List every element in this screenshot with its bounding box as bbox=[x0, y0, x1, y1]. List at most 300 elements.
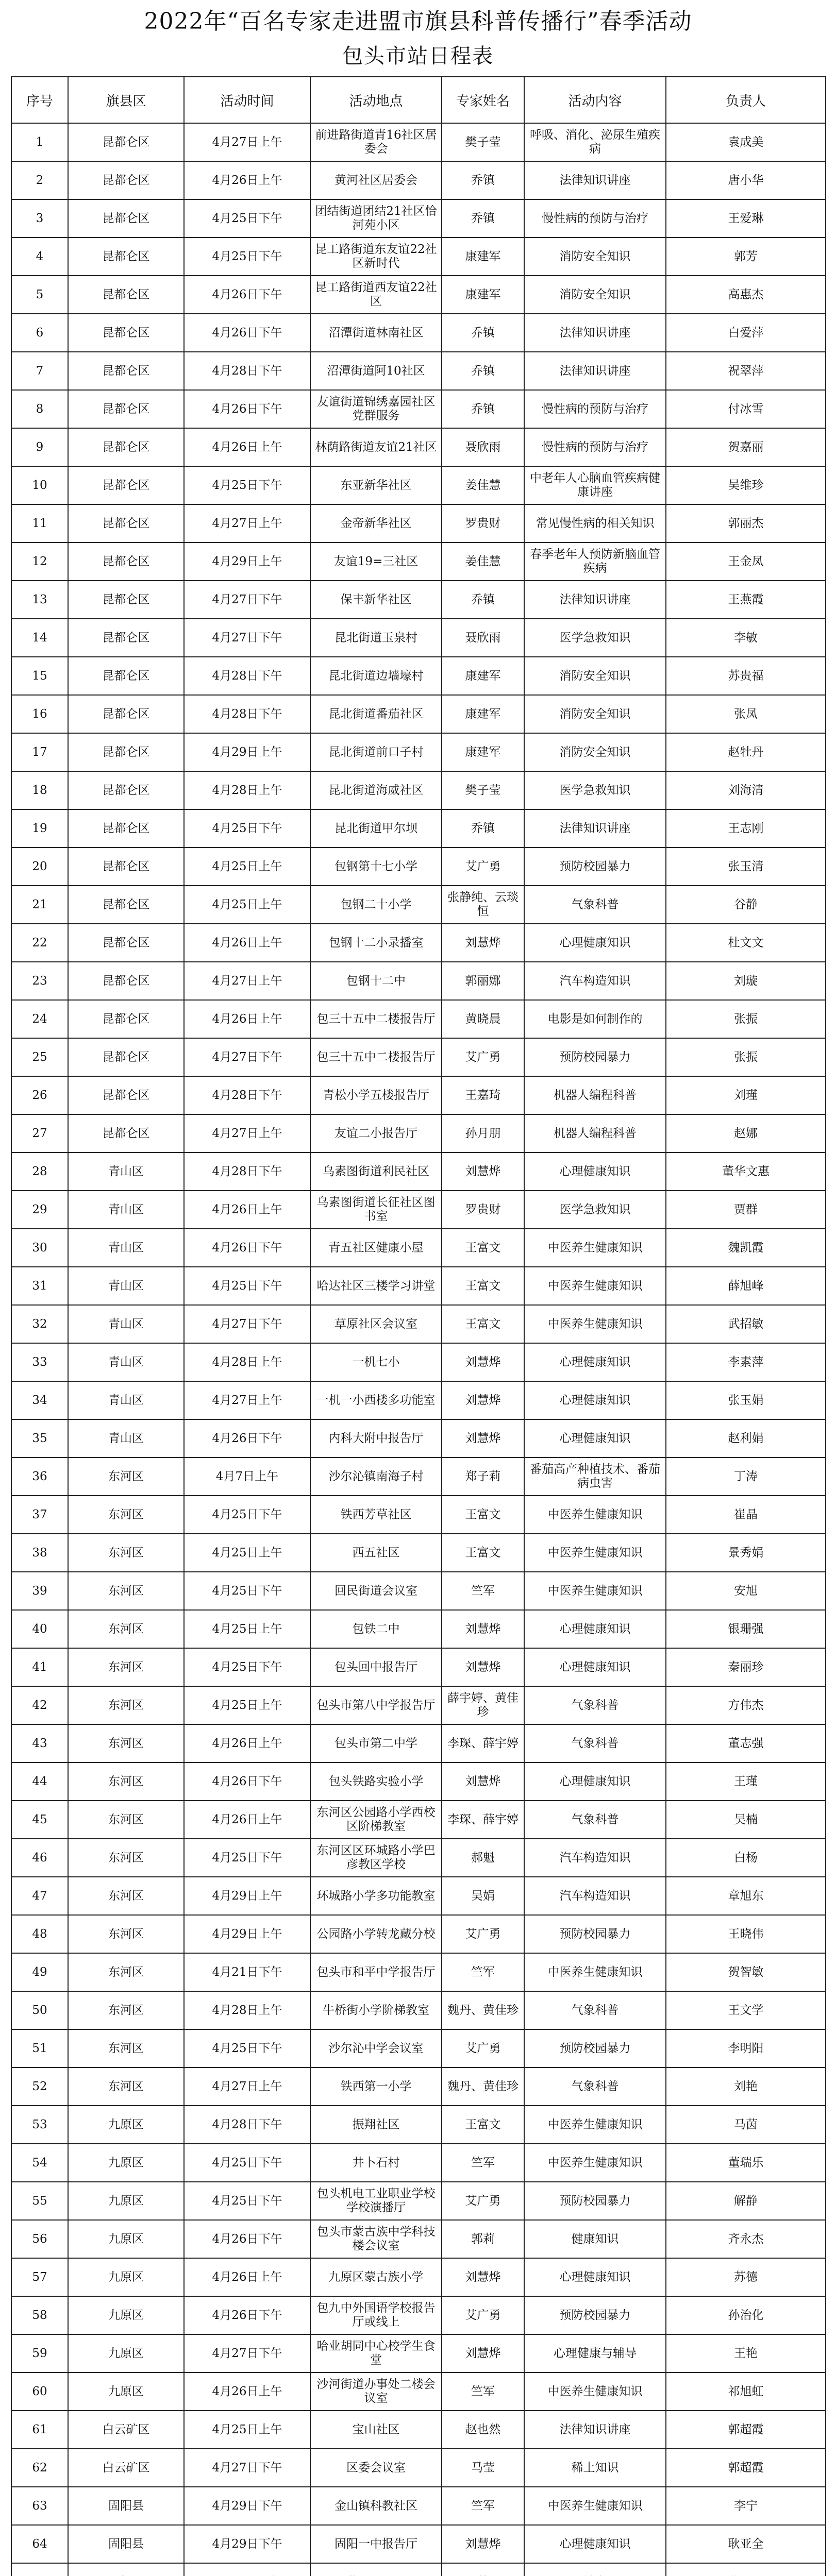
cell-expert: 竺军 bbox=[442, 2487, 524, 2525]
table-row bbox=[11, 1153, 826, 1191]
cell-content: 医学急救知识 bbox=[524, 1191, 666, 1229]
cell-location: 哈达社区三楼学习讲堂 bbox=[310, 1267, 442, 1305]
cell-person-in-charge: 丁涛 bbox=[666, 1458, 826, 1496]
cell-expert: 赵也然 bbox=[442, 2411, 524, 2449]
cell-time: 4月7日上午 bbox=[184, 1458, 310, 1496]
table-row bbox=[11, 924, 826, 962]
cell-content: 预防校园暴力 bbox=[524, 2029, 666, 2067]
cell-person-in-charge: 王艳 bbox=[666, 2334, 826, 2372]
cell-district: 昆都仑区 bbox=[68, 1000, 184, 1038]
cell-person-in-charge: 景秀娟 bbox=[666, 1534, 826, 1572]
cell-district: 昆都仑区 bbox=[68, 848, 184, 886]
cell-index: 9 bbox=[11, 428, 68, 466]
cell-time: 4月29日下午 bbox=[184, 2487, 310, 2525]
cell-district: 昆都仑区 bbox=[68, 695, 184, 733]
table-row bbox=[11, 1267, 826, 1305]
cell-index: 62 bbox=[11, 2449, 68, 2487]
cell-time: 4月25日下午 bbox=[184, 2144, 310, 2182]
cell-content: 机器人编程科普 bbox=[524, 1114, 666, 1153]
cell-expert: 李琛、薛宇婷 bbox=[442, 1801, 524, 1839]
cell-person-in-charge: 章旭东 bbox=[666, 1877, 826, 1915]
cell-district: 昆都仑区 bbox=[68, 314, 184, 352]
table-body bbox=[11, 123, 826, 2576]
cell-location: 包三十五中二楼报告厅 bbox=[310, 1000, 442, 1038]
cell-district: 昆都仑区 bbox=[68, 581, 184, 619]
table-row bbox=[11, 1686, 826, 1724]
cell-expert: 艾广勇 bbox=[442, 1915, 524, 1953]
cell-location: 昆北街道边墙壕村 bbox=[310, 657, 442, 695]
cell-person-in-charge: 郭芳 bbox=[666, 238, 826, 276]
cell-time: 4月28日下午 bbox=[184, 1076, 310, 1114]
cell-location: 沙尔沁中学会议室 bbox=[310, 2029, 442, 2067]
header-index: 序号 bbox=[11, 77, 68, 123]
cell-person-in-charge: 张玉清 bbox=[666, 848, 826, 886]
cell-time: 4月26日上午 bbox=[184, 428, 310, 466]
cell-content: 慢性病的预防与治疗 bbox=[524, 199, 666, 238]
cell-time: 4月28日下午 bbox=[184, 657, 310, 695]
cell-person-in-charge: 董志强 bbox=[666, 1724, 826, 1762]
cell-index: 13 bbox=[11, 581, 68, 619]
cell-person-in-charge: 刘瑾 bbox=[666, 1076, 826, 1114]
table-row bbox=[11, 2372, 826, 2411]
cell-person-in-charge: 安旭 bbox=[666, 1572, 826, 1610]
cell-person-in-charge: 贺智敏 bbox=[666, 1953, 826, 1991]
cell-location: 固阳一中报告厅 bbox=[310, 2525, 442, 2563]
cell-time: 4月29日上午 bbox=[184, 1915, 310, 1953]
cell-person-in-charge: 白爱萍 bbox=[666, 314, 826, 352]
cell-district: 东河区 bbox=[68, 1839, 184, 1877]
cell-expert: 艾广勇 bbox=[442, 2296, 524, 2334]
cell-location: 包铁二中 bbox=[310, 1610, 442, 1648]
cell-expert: 刘慧烨 bbox=[442, 1762, 524, 1801]
cell-person-in-charge: 苏德 bbox=[666, 2258, 826, 2296]
table-row bbox=[11, 1343, 826, 1381]
cell-index: 37 bbox=[11, 1496, 68, 1534]
cell-district: 昆都仑区 bbox=[68, 199, 184, 238]
table-header-row bbox=[11, 77, 826, 123]
cell-index: 46 bbox=[11, 1839, 68, 1877]
cell-index: 59 bbox=[11, 2334, 68, 2372]
cell-expert: 吴娟 bbox=[442, 1877, 524, 1915]
cell-expert: 姜佳慧 bbox=[442, 543, 524, 581]
cell-expert: 薛宇婷、黄佳珍 bbox=[442, 1686, 524, 1724]
cell-expert: 刘慧烨 bbox=[442, 2334, 524, 2372]
cell-location: 乌素图街道利民社区 bbox=[310, 1153, 442, 1191]
table-row bbox=[11, 1572, 826, 1610]
cell-time: 4月25日下午 bbox=[184, 1267, 310, 1305]
cell-content: 气象科普 bbox=[524, 1686, 666, 1724]
cell-index: 17 bbox=[11, 733, 68, 771]
cell-time: 4月28日上午 bbox=[184, 771, 310, 809]
table-row bbox=[11, 1762, 826, 1801]
table-row bbox=[11, 1076, 826, 1114]
table-row bbox=[11, 161, 826, 199]
table-row bbox=[11, 1724, 826, 1762]
cell-person-in-charge: 崔晶 bbox=[666, 1496, 826, 1534]
cell-person-in-charge: 白杨 bbox=[666, 1839, 826, 1877]
cell-person-in-charge: 赵娜 bbox=[666, 1114, 826, 1153]
cell-person-in-charge: 唐小华 bbox=[666, 161, 826, 199]
cell-expert: 竺军 bbox=[442, 2372, 524, 2411]
cell-index: 50 bbox=[11, 1991, 68, 2029]
table-row bbox=[11, 1000, 826, 1038]
cell-location: 包钢十二小录播室 bbox=[310, 924, 442, 962]
cell-time: 4月25日下午 bbox=[184, 1839, 310, 1877]
cell-location: 保丰新华社区 bbox=[310, 581, 442, 619]
cell-district: 东河区 bbox=[68, 1610, 184, 1648]
cell-location: 青五社区健康小屋 bbox=[310, 1229, 442, 1267]
table-row bbox=[11, 1114, 826, 1153]
cell-time: 4月26日上午 bbox=[184, 2372, 310, 2411]
table-row bbox=[11, 809, 826, 848]
cell-location: 友谊二小报告厅 bbox=[310, 1114, 442, 1153]
cell-location: 宝山社区 bbox=[310, 2411, 442, 2449]
cell-location: 包头市和平中学报告厅 bbox=[310, 1953, 442, 1991]
cell-location: 西五社区 bbox=[310, 1534, 442, 1572]
cell-time: 4月26日下午 bbox=[184, 314, 310, 352]
cell-index: 16 bbox=[11, 695, 68, 733]
cell-index: 1 bbox=[11, 123, 68, 161]
cell-expert: 魏丹、黄佳珍 bbox=[442, 1991, 524, 2029]
cell-time: 4月27日上午 bbox=[184, 504, 310, 543]
cell-index: 3 bbox=[11, 199, 68, 238]
cell-location: 包头市第二中学 bbox=[310, 1724, 442, 1762]
cell-person-in-charge: 董华文惠 bbox=[666, 1153, 826, 1191]
cell-district: 九原区 bbox=[68, 2106, 184, 2144]
cell-index: 18 bbox=[11, 771, 68, 809]
cell-expert: 王富文 bbox=[442, 1534, 524, 1572]
cell-expert: 王富文 bbox=[442, 1496, 524, 1534]
cell-expert: 竺军 bbox=[442, 1953, 524, 1991]
cell-time: 4月27日下午 bbox=[184, 2334, 310, 2372]
cell-person-in-charge: 薛旭峰 bbox=[666, 1267, 826, 1305]
table-row bbox=[11, 1038, 826, 1076]
cell-person-in-charge: 贾群 bbox=[666, 1191, 826, 1229]
table-row bbox=[11, 238, 826, 276]
cell-expert: 乔镇 bbox=[442, 314, 524, 352]
cell-time: 4月25日上午 bbox=[184, 886, 310, 924]
cell-content: 心理健康知识 bbox=[524, 1153, 666, 1191]
cell-district: 昆都仑区 bbox=[68, 238, 184, 276]
cell-time: 4月26日上午 bbox=[184, 924, 310, 962]
cell-time: 4月25日下午 bbox=[184, 238, 310, 276]
cell-location: 沙河街道办事处二楼会议室 bbox=[310, 2372, 442, 2411]
cell-expert: 罗贵财 bbox=[442, 504, 524, 543]
cell-expert: 康建军 bbox=[442, 695, 524, 733]
cell-index: 55 bbox=[11, 2182, 68, 2220]
cell-time: 4月25日上午 bbox=[184, 1686, 310, 1724]
cell-expert: 刘慧烨 bbox=[442, 2258, 524, 2296]
cell-time: 4月25日下午 bbox=[184, 809, 310, 848]
cell-person-in-charge: 王瑾 bbox=[666, 1762, 826, 1801]
cell-district: 昆都仑区 bbox=[68, 771, 184, 809]
cell-index: 63 bbox=[11, 2487, 68, 2525]
cell-expert: 孙月朋 bbox=[442, 1114, 524, 1153]
cell-time: 4月26日上午 bbox=[184, 1000, 310, 1038]
cell-location: 区委会议室 bbox=[310, 2449, 442, 2487]
table-row bbox=[11, 2563, 826, 2576]
cell-district: 固阳县 bbox=[68, 2525, 184, 2563]
table-row bbox=[11, 1458, 826, 1496]
cell-expert: 刘慧烨 bbox=[442, 1648, 524, 1686]
cell-time: 4月26日下午 bbox=[184, 390, 310, 428]
cell-expert: 乔镇 bbox=[442, 199, 524, 238]
cell-index: 56 bbox=[11, 2220, 68, 2258]
cell-content: 汽车构造知识 bbox=[524, 1839, 666, 1877]
cell-content: 心理健康知识 bbox=[524, 1610, 666, 1648]
cell-index: 48 bbox=[11, 1915, 68, 1953]
cell-content: 呼吸、消化、泌尿生殖疾病 bbox=[524, 123, 666, 161]
cell-time: 4月29日上午 bbox=[184, 543, 310, 581]
table-row bbox=[11, 199, 826, 238]
cell-district: 青山区 bbox=[68, 1267, 184, 1305]
cell-time: 4月29日上午 bbox=[184, 733, 310, 771]
cell-expert: 李琛、薛宇婷 bbox=[442, 1724, 524, 1762]
cell-location: 包头市蒙古族中学科技楼会议室 bbox=[310, 2220, 442, 2258]
cell-time: 4月26日上午 bbox=[184, 1191, 310, 1229]
cell-location: 铁西芳草社区 bbox=[310, 1496, 442, 1534]
cell-person-in-charge: 祝翠萍 bbox=[666, 352, 826, 390]
cell-person-in-charge: 方伟杰 bbox=[666, 1686, 826, 1724]
table-row bbox=[11, 619, 826, 657]
cell-person-in-charge: 祁旭虹 bbox=[666, 2372, 826, 2411]
cell-time: 4月27日下午 bbox=[184, 619, 310, 657]
table-row bbox=[11, 314, 826, 352]
table-row bbox=[11, 771, 826, 809]
cell-index: 21 bbox=[11, 886, 68, 924]
cell-district: 昆都仑区 bbox=[68, 809, 184, 848]
cell-index: 53 bbox=[11, 2106, 68, 2144]
cell-location: 内科大附中报告厅 bbox=[310, 1419, 442, 1458]
cell-expert: 王富文 bbox=[442, 1305, 524, 1343]
cell-person-in-charge: 解静 bbox=[666, 2182, 826, 2220]
cell-index: 60 bbox=[11, 2372, 68, 2411]
cell-person-in-charge: 李明阳 bbox=[666, 2029, 826, 2067]
cell-location: 沙尔沁镇南海子村 bbox=[310, 1458, 442, 1496]
cell-district: 东河区 bbox=[68, 1534, 184, 1572]
table-row bbox=[11, 2525, 826, 2563]
cell-index: 8 bbox=[11, 390, 68, 428]
cell-expert: 乔镇 bbox=[442, 161, 524, 199]
cell-district: 东河区 bbox=[68, 1915, 184, 1953]
cell-content: 消防安全知识 bbox=[524, 695, 666, 733]
cell-index: 49 bbox=[11, 1953, 68, 1991]
cell-content: 气象科普 bbox=[524, 1724, 666, 1762]
cell-expert: 乔镇 bbox=[442, 809, 524, 848]
cell-person-in-charge: 袁成美 bbox=[666, 123, 826, 161]
page-title: 2022年“百名专家走进盟市旗县科普传播行”春季活动 bbox=[144, 8, 692, 35]
cell-location: 一机七小 bbox=[310, 1343, 442, 1381]
cell-content: 中医养生健康知识 bbox=[524, 1267, 666, 1305]
table-row bbox=[11, 543, 826, 581]
cell-content: 汽车构造知识 bbox=[524, 962, 666, 1000]
cell-expert bbox=[442, 2563, 524, 2576]
cell-location: 振翔社区 bbox=[310, 2106, 442, 2144]
header-person-in-charge: 负责人 bbox=[666, 77, 826, 123]
cell-content: 心理健康知识 bbox=[524, 924, 666, 962]
cell-district: 昆都仑区 bbox=[68, 276, 184, 314]
cell-content: 气象科普 bbox=[524, 886, 666, 924]
cell-time bbox=[184, 2563, 310, 2576]
cell-content: 法律知识讲座 bbox=[524, 581, 666, 619]
cell-time: 4月25日下午 bbox=[184, 1496, 310, 1534]
cell-content: 心理健康知识 bbox=[524, 1419, 666, 1458]
table-row bbox=[11, 2067, 826, 2106]
cell-location: 包头机电工业职业学校学校演播厅 bbox=[310, 2182, 442, 2220]
cell-content: 中医养生健康知识 bbox=[524, 1572, 666, 1610]
cell-location: 昆北街道番茄社区 bbox=[310, 695, 442, 733]
table-row bbox=[11, 962, 826, 1000]
cell-time: 4月26日下午 bbox=[184, 2220, 310, 2258]
cell-time: 4月29日下午 bbox=[184, 2525, 310, 2563]
cell-person-in-charge: 王燕霞 bbox=[666, 581, 826, 619]
cell-time: 4月25日下午 bbox=[184, 1572, 310, 1610]
cell-location: 友谊街道锦绣嘉园社区党群服务 bbox=[310, 390, 442, 428]
cell-content: 中医养生健康知识 bbox=[524, 1496, 666, 1534]
cell-person-in-charge: 王文学 bbox=[666, 1991, 826, 2029]
cell-district: 青山区 bbox=[68, 1343, 184, 1381]
cell-index: 25 bbox=[11, 1038, 68, 1076]
cell-district: 东河区 bbox=[68, 2029, 184, 2067]
cell-expert: 乔镇 bbox=[442, 390, 524, 428]
cell-content: 稀土知识 bbox=[524, 2449, 666, 2487]
table-row bbox=[11, 1839, 826, 1877]
cell-time: 4月26日下午 bbox=[184, 2296, 310, 2334]
table-row bbox=[11, 390, 826, 428]
cell-content: 中医养生健康知识 bbox=[524, 2372, 666, 2411]
cell-person-in-charge: 郭丽杰 bbox=[666, 504, 826, 543]
header-time: 活动时间 bbox=[184, 77, 310, 123]
cell-district: 九原区 bbox=[68, 2372, 184, 2411]
cell-index: 27 bbox=[11, 1114, 68, 1153]
table-row bbox=[11, 1496, 826, 1534]
cell-district: 昆都仑区 bbox=[68, 619, 184, 657]
table-row bbox=[11, 1991, 826, 2029]
cell-location: 金帝新华社区 bbox=[310, 504, 442, 543]
table-row bbox=[11, 1801, 826, 1839]
cell-person-in-charge: 孙治化 bbox=[666, 2296, 826, 2334]
cell-person-in-charge: 赵牡丹 bbox=[666, 733, 826, 771]
cell-index: 10 bbox=[11, 466, 68, 504]
cell-index: 24 bbox=[11, 1000, 68, 1038]
cell-content: 气象科普 bbox=[524, 1801, 666, 1839]
cell-person-in-charge: 马茵 bbox=[666, 2106, 826, 2144]
cell-district: 昆都仑区 bbox=[68, 352, 184, 390]
cell-content: 医学急救知识 bbox=[524, 619, 666, 657]
cell-expert: 康建军 bbox=[442, 733, 524, 771]
table-row bbox=[11, 848, 826, 886]
cell-time: 4月25日下午 bbox=[184, 1648, 310, 1686]
cell-time: 4月27日上午 bbox=[184, 1114, 310, 1153]
cell-district: 东河区 bbox=[68, 1991, 184, 2029]
cell-district: 东河区 bbox=[68, 1648, 184, 1686]
table-row bbox=[11, 1610, 826, 1648]
cell-location: 包钢第十七小学 bbox=[310, 848, 442, 886]
cell-time: 4月28日下午 bbox=[184, 2106, 310, 2144]
cell-person-in-charge: 苏贵福 bbox=[666, 657, 826, 695]
cell-district: 昆都仑区 bbox=[68, 161, 184, 199]
cell-district: 昆都仑区 bbox=[68, 886, 184, 924]
cell-expert: 马莹 bbox=[442, 2449, 524, 2487]
cell-location: 黄河社区居委会 bbox=[310, 161, 442, 199]
cell-content: 预防校园暴力 bbox=[524, 1915, 666, 1953]
table-row bbox=[11, 1381, 826, 1419]
cell-person-in-charge: 贺嘉丽 bbox=[666, 428, 826, 466]
table-row bbox=[11, 466, 826, 504]
cell-district: 昆都仑区 bbox=[68, 123, 184, 161]
cell-expert: 聂欣雨 bbox=[442, 428, 524, 466]
cell-expert: 王富文 bbox=[442, 2106, 524, 2144]
cell-time: 4月25日下午 bbox=[184, 466, 310, 504]
cell-content: 医学急救知识 bbox=[524, 771, 666, 809]
cell-content: 心理健康知识 bbox=[524, 2525, 666, 2563]
cell-person-in-charge: 武招敏 bbox=[666, 1305, 826, 1343]
cell-expert: 郭莉 bbox=[442, 2220, 524, 2258]
cell-person-in-charge: 刘艳 bbox=[666, 2067, 826, 2106]
cell-time: 4月27日下午 bbox=[184, 2449, 310, 2487]
cell-index: 35 bbox=[11, 1419, 68, 1458]
cell-content: 消防安全知识 bbox=[524, 238, 666, 276]
cell-location: 包九中外国语学校报告厅或线上 bbox=[310, 2296, 442, 2334]
cell-person-in-charge: 王志刚 bbox=[666, 809, 826, 848]
cell-time: 4月25日上午 bbox=[184, 2411, 310, 2449]
cell-content: 心理健康与辅导 bbox=[524, 2334, 666, 2372]
cell-person-in-charge: 张玉娟 bbox=[666, 1381, 826, 1419]
cell-time: 4月28日下午 bbox=[184, 1153, 310, 1191]
cell-expert: 黄晓晨 bbox=[442, 1000, 524, 1038]
cell-location: 昆北街道玉泉村 bbox=[310, 619, 442, 657]
cell-index: 40 bbox=[11, 1610, 68, 1648]
table-row bbox=[11, 1191, 826, 1229]
cell-person-in-charge: 秦丽珍 bbox=[666, 1648, 826, 1686]
cell-expert: 张静纯、云琰恒 bbox=[442, 886, 524, 924]
cell-time: 4月25日下午 bbox=[184, 199, 310, 238]
cell-expert: 艾广勇 bbox=[442, 848, 524, 886]
cell-index: 7 bbox=[11, 352, 68, 390]
cell-person-in-charge: 杜文文 bbox=[666, 924, 826, 962]
cell-location: 哈业胡同中心校学生食堂 bbox=[310, 2334, 442, 2372]
cell-person-in-charge: 董瑞乐 bbox=[666, 2144, 826, 2182]
cell-person-in-charge: 耿亚全 bbox=[666, 2525, 826, 2563]
cell-index: 5 bbox=[11, 276, 68, 314]
cell-person-in-charge: 谷静 bbox=[666, 886, 826, 924]
cell-expert: 康建军 bbox=[442, 276, 524, 314]
cell-expert: 乔镇 bbox=[442, 352, 524, 390]
cell-time: 4月26日下午 bbox=[184, 1762, 310, 1801]
cell-content: 春季老年人预防新脑血管疾病 bbox=[524, 543, 666, 581]
cell-location: 铁西第一小学 bbox=[310, 2067, 442, 2106]
cell-district: 东河区 bbox=[68, 1953, 184, 1991]
cell-index: 4 bbox=[11, 238, 68, 276]
table-row bbox=[11, 2487, 826, 2525]
cell-person-in-charge: 王爱琳 bbox=[666, 199, 826, 238]
cell-index: 32 bbox=[11, 1305, 68, 1343]
cell-location: 井卜石村 bbox=[310, 2144, 442, 2182]
cell-person-in-charge: 王金凤 bbox=[666, 543, 826, 581]
cell-location: 乌素图街道长征社区图书室 bbox=[310, 1191, 442, 1229]
cell-person-in-charge: 赵利娟 bbox=[666, 1419, 826, 1458]
cell-index: 34 bbox=[11, 1381, 68, 1419]
cell-location: 东河区区环城路小学巴彦教区学校 bbox=[310, 1839, 442, 1877]
cell-index: 28 bbox=[11, 1153, 68, 1191]
cell-index: 12 bbox=[11, 543, 68, 581]
cell-person-in-charge: 齐永杰 bbox=[666, 2220, 826, 2258]
cell-expert: 姜佳慧 bbox=[442, 466, 524, 504]
cell-person-in-charge: 王晓伟 bbox=[666, 1915, 826, 1953]
cell-district: 昆都仑区 bbox=[68, 390, 184, 428]
cell-expert: 艾广勇 bbox=[442, 2182, 524, 2220]
cell-person-in-charge bbox=[666, 2563, 826, 2576]
